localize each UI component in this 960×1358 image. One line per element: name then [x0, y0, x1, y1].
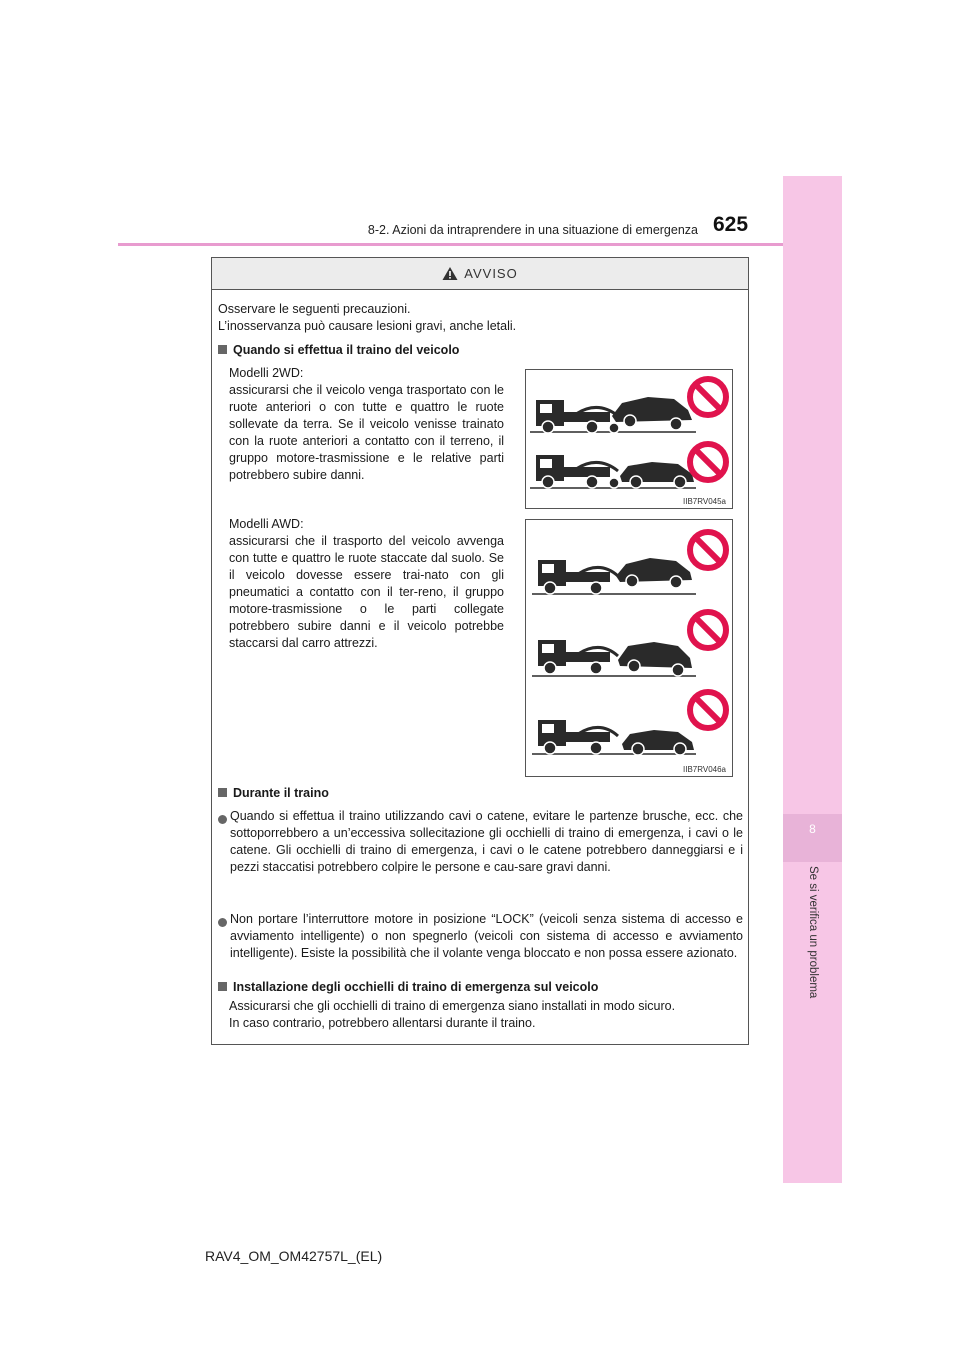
section-title: 8-2. Azioni da intraprendere in una situazione di emergenza: [367, 223, 698, 237]
header-divider: [118, 243, 783, 246]
figure-code: IIB7RV046a: [683, 765, 726, 774]
car-rear-lifted-icon: [618, 642, 692, 676]
text-2wd: Modelli 2WD: assicurarsi che il veicolo venga trasportato con le ruote anteriori o con tutte e quattro le ruote sollevate da terra. Se il veicolo venisse trainato con la ruote anteriori a contatto con il terreno, il gruppo motore-trasmissione e le relative parti potrebbero subire danni.: [229, 366, 504, 482]
prohibited-icon: [690, 692, 726, 728]
chapter-number: 8: [809, 822, 816, 836]
bullet-text-2: Non portare l’interruttore motore in posizione “LOCK” (veicoli senza sistema di accesso e avviamento intelligente) o non spegnerlo (veicoli con sistema di accesso e avviamento intelligente). Esiste la possibilità che il volante venga bloccato e non possa essere azionato.: [230, 912, 743, 960]
square-bullet-icon: [218, 982, 227, 991]
round-bullet-icon: [218, 918, 227, 927]
page-number: 625: [713, 213, 749, 236]
prohibited-icon: [690, 379, 726, 415]
car-lifted-icon: [612, 397, 692, 430]
prohibited-icon: [690, 532, 726, 568]
document-code: RAV4_OM_OM42757L_(EL): [205, 1248, 383, 1264]
square-bullet-icon: [218, 345, 227, 354]
intro-line-1: Osservare le seguenti precauzioni.: [218, 302, 411, 316]
towing-2wd-illustration: [526, 370, 732, 508]
prohibited-icon: [690, 444, 726, 480]
bullet-item-1: [218, 808, 743, 876]
figure-awd: [525, 519, 733, 777]
figure-2wd: [525, 369, 733, 509]
prohibited-icon: [690, 612, 726, 648]
square-bullet-icon: [218, 788, 227, 797]
section-heading-install-eyelets: Installazione degli occhielli di traino di emergenza sul veicolo: [218, 979, 598, 996]
install-line-1: Assicurarsi che gli occhielli di traino di emergenza siano installati in modo sicuro.: [229, 999, 676, 1013]
towing-awd-illustration: [526, 520, 732, 776]
intro-line-2: L’inosservanza può causare lesioni gravi, anche letali.: [218, 319, 517, 333]
car-ground-icon: [620, 462, 694, 488]
section-heading-towing: Quando si effettua il traino del veicolo: [218, 342, 459, 359]
figure-code: IIB7RV045a: [683, 497, 726, 506]
car-ground-icon: [622, 730, 694, 755]
text-awd: Modelli AWD: assicurarsi che il trasporto del veicolo avvenga con tutte e quattro le ruote staccate dal suolo. Se il veicolo dovesse essere trai-nato con gli pneumatici a contatto con il ter-reno, il gruppo motore-trasmissione o le parti collegate potrebbero subire danni e il veicolo potrebbe staccarsi dal carro attrezzi.: [229, 517, 504, 650]
warning-title: AVVISO: [464, 266, 518, 281]
warning-box: [211, 257, 749, 1045]
car-lifted-icon: [616, 558, 692, 588]
section-heading-during-towing: Durante il traino: [218, 785, 329, 802]
install-line-2: In caso contrario, potrebbero allentarsi durante il traino.: [229, 1016, 536, 1030]
bullet-item-2: [218, 911, 743, 962]
warning-triangle-icon: [442, 266, 458, 281]
warning-header: [212, 258, 748, 290]
round-bullet-icon: [218, 815, 227, 824]
chapter-title: Se si verifica un problema: [807, 866, 819, 999]
bullet-text-1: Quando si effettua il traino utilizzando cavi o catene, evitare le partenze brusche, ecc. che sottoporrebbero a un’eccessiva sollecitazione gli occhielli di traino di emergenza, i cavi o le catene. Gli occhielli di traino di emergenza, i cavi o le catene potrebbero danneggiarsi e i pezzi staccatisi potrebbero colpire le persone e cau-sare gravi danni.: [230, 809, 743, 874]
